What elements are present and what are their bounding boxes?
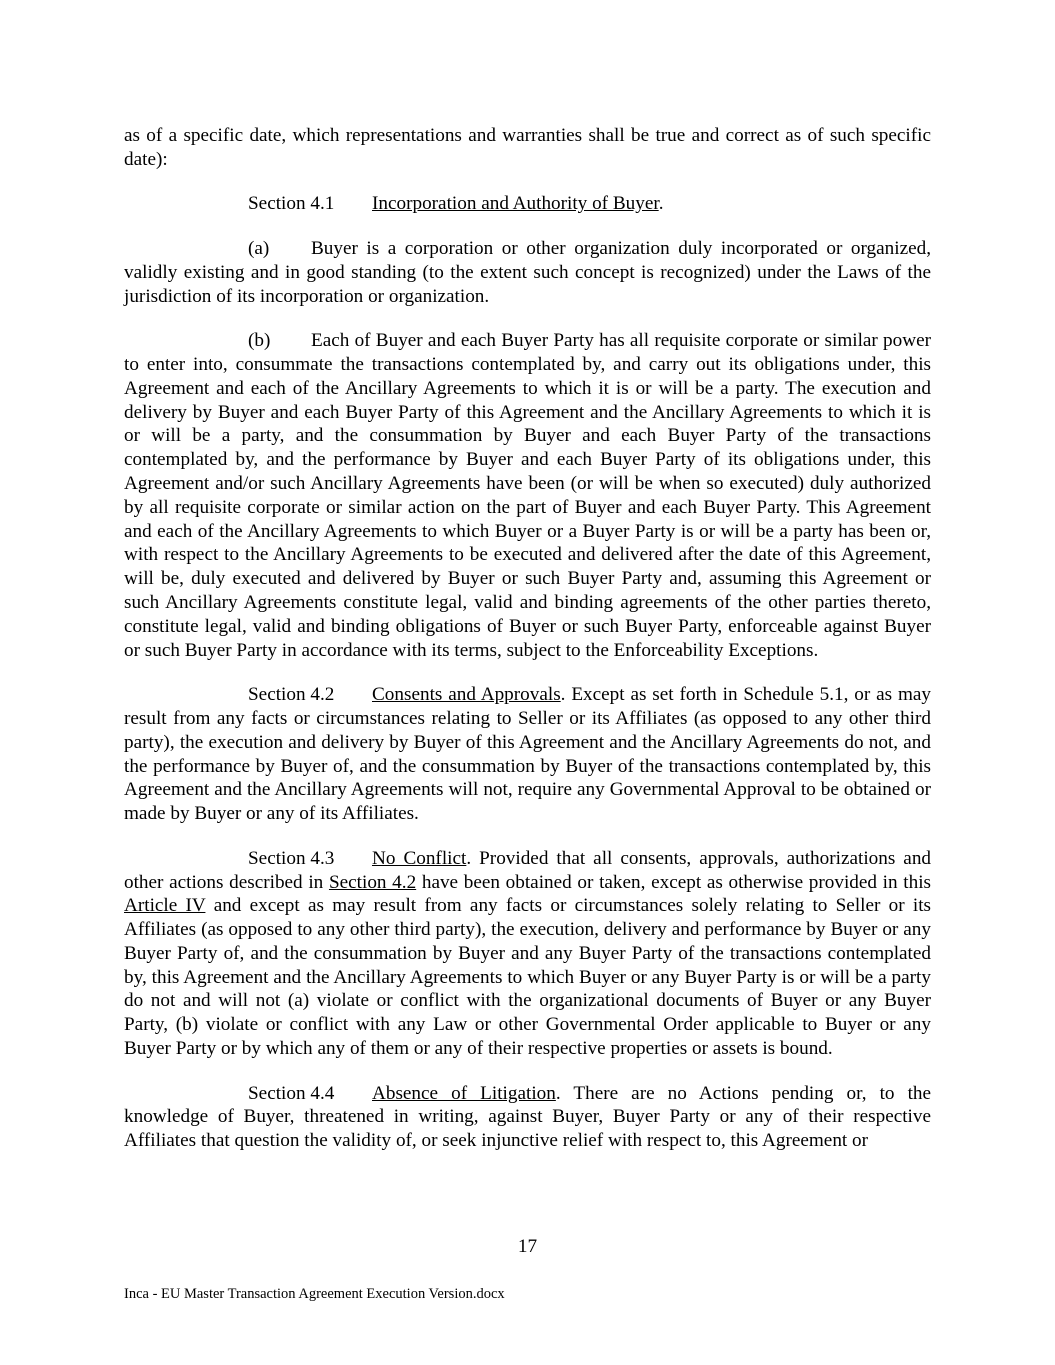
section-number: Section 4.3 <box>248 847 335 869</box>
section-text: . There are no Actions pending or, to the knowledge of Buyer, threatened in writing, against Buyer, Buyer Party or any of their respective Affiliates that question the validity of, or seek injunctive relief with respect to, this Agreement or <box>124 1082 932 1152</box>
section-4-1-a-paragraph <box>124 237 931 308</box>
document-footer: Inca - EU Master Transaction Agreement Execution Version.docx <box>124 1286 505 1302</box>
section-number: Section 4.1 <box>248 193 335 215</box>
document-page <box>124 124 931 1174</box>
intro-paragraph: as of a specific date, which representations and warranties shall be true and correct as of such specific date): <box>124 125 931 170</box>
section-title: Absence of Litigation <box>372 1082 556 1104</box>
section-text: and except as may result from any facts or circumstances solely relating to Seller or its Affiliates (as opposed to any other third party), the execution, delivery and performance by Buyer or any Buyer Party of, and the consummation by Buyer and any Buyer Party of the transactions contemplated by, this Agreement and the Ancillary Agreements to which Buyer or any Buyer Party is or will be a party do not and will not (a) violate or conflict with the organizational documents of Buyer or any Buyer Party, (b) violate or conflict with any Law or other Governmental Order applicable to Buyer or any Buyer Party or by which any of them or any of their respective properties or assets is bound. <box>124 895 932 1060</box>
section-4-1-b-paragraph <box>124 329 931 662</box>
section-title: Incorporation and Authority of Buyer <box>372 193 659 215</box>
page-number: 17 <box>517 1236 538 1257</box>
section-4-4-paragraph <box>124 1082 931 1153</box>
clause-label: (a) <box>248 237 270 259</box>
cross-reference-article-iv: Article IV <box>124 895 206 917</box>
section-text: . Except as set forth in Schedule 5.1, or as may result from any facts or circumstances relating to Seller or its Affiliates (as opposed to any other third party), the execution and delivery by Buyer of this Agreement and the Ancillary Agreements do not, and the performance by Buyer of, and the consummation by Buyer of the transactions contemplated by, this Agreement and the Ancillary Agreements will not, require any Governmental Approval to be obtained or made by Buyer or any of its Affiliates. <box>124 684 931 825</box>
section-title: Consents and Approvals <box>372 684 561 706</box>
section-4-2-paragraph <box>124 683 931 826</box>
section-4-1-heading <box>124 192 931 216</box>
section-4-3-paragraph <box>124 847 931 1061</box>
clause-text: Each of Buyer and each Buyer Party has all requisite corporate or similar power to enter into, consummate the transactions contemplated by, and carry out its obligations under, this Agreement and each of the Ancillary Agreements to which it is or will be a party. The execution and delivery by Buyer and each Buyer Party of this Agreement and the Ancillary Agreements to which it is or will be a party, and the consummation by Buyer and each Buyer Party of the transactions contemplated by, and the performance by Buyer and each Buyer Party of its obligations under, this Agreement and/or such Ancillary Agreements have been (or will be when so executed) duly authorized by all requisite corporate or similar action on the part of Buyer and each Buyer Party. This Agreement and each of the Ancillary Agreements to which Buyer or a Buyer Party is or will be a party has been or, with respect to the Ancillary Agreements to be executed and delivered after the date of this Agreement, will be, duly executed and delivered by Buyer or such Buyer Party and, assuming this Agreement or such Ancillary Agreements constitute legal, valid and binding agreements of the other parties thereto, constitute legal, valid and binding obligations of Buyer or such Buyer Party, enforceable against Buyer or such Buyer Party in accordance with its terms, subject to the Enforceability Exceptions. <box>124 330 931 661</box>
clause-text: Buyer is a corporation or other organization duly incorporated or organized, validly existing and in good standing (to the extent such concept is recognized) under the Laws of the jurisdiction of its incorporation or organization. <box>124 237 931 307</box>
section-number: Section 4.2 <box>248 684 335 706</box>
section-title-end: . <box>658 193 664 215</box>
cross-reference-section-4-2: Section 4.2 <box>328 871 417 893</box>
section-number: Section 4.4 <box>248 1082 335 1104</box>
section-text: have been obtained or taken, except as otherwise provided in this <box>416 871 931 893</box>
clause-label: (b) <box>248 330 271 352</box>
section-title: No Conflict <box>372 847 467 869</box>
section-text: . Provided that all consents, approvals, authorizations and other actions described in <box>124 847 932 893</box>
